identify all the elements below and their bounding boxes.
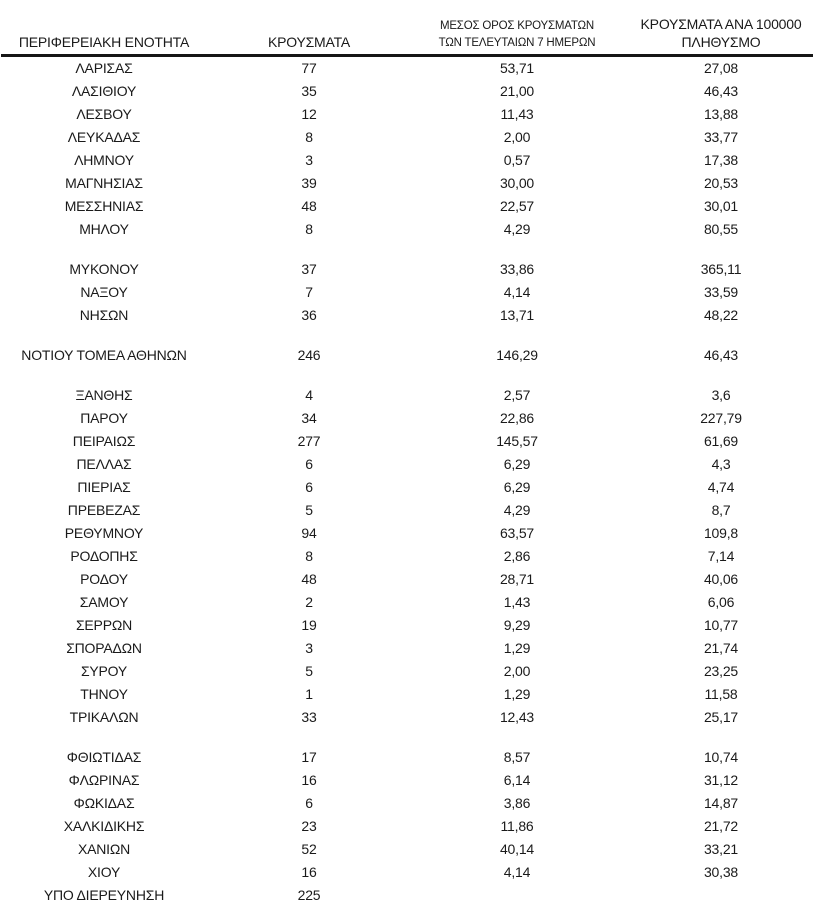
- cases-count-cell: 6: [305, 455, 313, 472]
- cases-per-100k-cell: 33,21: [703, 840, 739, 857]
- cases-count-cell: 23: [301, 817, 317, 834]
- avg-7day-cases-cell: 0,57: [503, 151, 531, 168]
- avg-7day-cases-cell: 6,29: [503, 455, 531, 472]
- cases-per-100k-cell: 21,72: [703, 817, 739, 834]
- cases-per-100k-cell: 30,01: [703, 197, 739, 214]
- avg-7day-cases-cell: 1,43: [503, 593, 531, 610]
- column-header-cases-label: ΚΡΟΥΣΜΑΤΑ: [267, 33, 351, 50]
- cases-per-100k-cell: 30,38: [703, 863, 739, 880]
- cases-per-100k-cell: 23,25: [703, 662, 739, 679]
- region-name-cell: ΠΕΙΡΑΙΩΣ: [72, 432, 136, 449]
- table-row: [1, 304, 819, 327]
- table-row: [1, 884, 819, 907]
- cases-count-cell: 52: [301, 840, 317, 857]
- avg-7day-cases-cell: 4,14: [503, 863, 531, 880]
- cases-count-cell: 33: [301, 708, 317, 725]
- table-row: [1, 545, 819, 568]
- region-name-cell: ΧΙΟΥ: [87, 863, 121, 880]
- column-header-region-label: ΠΕΡΙΦΕΡΕΙΑΚΗ ΕΝΟΤΗΤΑ: [18, 33, 190, 50]
- avg-7day-cases-cell: 9,29: [503, 616, 531, 633]
- avg-7day-cases-cell: 2,86: [503, 547, 531, 564]
- cases-per-100k-cell: 11,58: [704, 685, 738, 702]
- region-name-cell: ΠΙΕΡΙΑΣ: [77, 478, 131, 495]
- avg-7day-cases-cell: 146,29: [496, 346, 538, 363]
- table-row: [1, 258, 819, 281]
- avg-7day-cases-cell: 3,86: [503, 794, 531, 811]
- cases-count-cell: 37: [301, 260, 317, 277]
- region-name-cell: ΝΟΤΙΟΥ ΤΟΜΕΑ ΑΘΗΝΩΝ: [21, 346, 187, 363]
- table-row: [1, 149, 819, 172]
- cases-count-cell: 39: [301, 174, 317, 191]
- cases-per-100k-cell: 25,17: [703, 708, 739, 725]
- cases-count-cell: 8: [305, 128, 313, 145]
- region-name-cell: ΞΑΝΘΗΣ: [75, 386, 133, 403]
- avg-7day-cases-cell: 11,86: [500, 817, 534, 834]
- cases-count-cell: 34: [301, 409, 317, 426]
- table-row: [1, 407, 819, 430]
- table-row: [1, 591, 819, 614]
- region-name-cell: ΣΠΟΡΑΔΩΝ: [66, 639, 142, 656]
- cases-per-100k-cell: 20,53: [703, 174, 739, 191]
- column-header-per-100000-line2: ΠΛΗΘΥΣΜΟ: [681, 33, 761, 50]
- cases-count-cell: 35: [301, 82, 317, 99]
- table-row: [1, 126, 819, 149]
- cases-count-cell: 12: [301, 105, 317, 122]
- table-row: [1, 769, 819, 792]
- table-row: [1, 172, 819, 195]
- avg-7day-cases-cell: 21,00: [499, 82, 535, 99]
- cases-per-100k-cell: 10,77: [703, 616, 739, 633]
- avg-7day-cases-cell: 30,00: [499, 174, 535, 191]
- column-header-region: [1, 34, 207, 52]
- cases-per-100k-cell: 14,87: [703, 794, 739, 811]
- region-name-cell: ΝΗΣΩΝ: [79, 306, 129, 323]
- cases-per-100k-cell: 365,11: [700, 260, 742, 277]
- column-header-7day-average-line1: ΜΕΣΟΣ ΟΡΟΣ ΚΡΟΥΣΜΑΤΩΝ: [439, 20, 595, 33]
- region-name-cell: ΦΛΩΡΙΝΑΣ: [68, 771, 140, 788]
- table-row: [1, 453, 819, 476]
- avg-7day-cases-cell: 63,57: [499, 524, 535, 541]
- avg-7day-cases-cell: 2,00: [503, 128, 531, 145]
- avg-7day-cases-cell: 22,86: [499, 409, 535, 426]
- region-name-cell: ΣΕΡΡΩΝ: [75, 616, 133, 633]
- avg-7day-cases-cell: 1,29: [503, 685, 531, 702]
- avg-7day-cases-cell: [411, 884, 623, 907]
- cases-count-cell: 48: [301, 197, 317, 214]
- avg-7day-cases-cell: 11,43: [500, 105, 534, 122]
- cases-per-100k-cell: 31,12: [703, 771, 739, 788]
- cases-count-cell: 94: [301, 524, 317, 541]
- region-name-cell: ΜΑΓΝΗΣΙΑΣ: [65, 174, 143, 191]
- avg-7day-cases-cell: 13,71: [499, 306, 535, 323]
- region-name-cell: ΥΠΟ ΔΙΕΡΕΥΝΗΣΗ: [43, 886, 165, 903]
- cases-count-cell: 1: [305, 685, 313, 702]
- table-row: [1, 792, 819, 815]
- cases-per-100k-cell: 27,08: [703, 59, 739, 76]
- table-row: [1, 103, 819, 126]
- avg-7day-cases-cell: 4,29: [503, 220, 531, 237]
- region-name-cell: ΛΗΜΝΟΥ: [74, 151, 134, 168]
- region-name-cell: ΠΡΕΒΕΖΑΣ: [67, 501, 141, 518]
- region-name-cell: ΤΗΝΟΥ: [80, 685, 128, 702]
- avg-7day-cases-cell: 40,14: [499, 840, 535, 857]
- region-name-cell: ΡΟΔΟΠΗΣ: [70, 547, 138, 564]
- table-row: [1, 281, 819, 304]
- region-name-cell: ΜΥΚΟΝΟΥ: [69, 260, 139, 277]
- table-row: [1, 614, 819, 637]
- cases-per-100k-cell: 40,06: [703, 570, 739, 587]
- region-name-cell: ΝΑΞΟΥ: [80, 283, 128, 300]
- cases-per-100k-cell: [623, 884, 819, 907]
- cases-count-cell: 17: [301, 748, 317, 765]
- table-row: [1, 637, 819, 660]
- table-row: [1, 815, 819, 838]
- table-spacer-row: [1, 729, 819, 746]
- cases-per-100k-cell: 61,69: [703, 432, 739, 449]
- cases-per-100k-cell: 4,3: [711, 455, 731, 472]
- cases-count-cell: 6: [305, 794, 313, 811]
- cases-count-cell: 2: [305, 593, 313, 610]
- avg-7day-cases-cell: 2,57: [503, 386, 531, 403]
- table-row: [1, 384, 819, 407]
- table-row: [1, 195, 819, 218]
- cases-count-cell: 48: [301, 570, 317, 587]
- region-name-cell: ΡΕΘΥΜΝΟΥ: [64, 524, 144, 541]
- avg-7day-cases-cell: 33,86: [499, 260, 535, 277]
- avg-7day-cases-cell: 6,29: [503, 478, 531, 495]
- column-header-per-100000: [623, 16, 819, 52]
- table-row: [1, 568, 819, 591]
- avg-7day-cases-cell: 22,57: [499, 197, 535, 214]
- table-row: [1, 218, 819, 241]
- cases-per-100k-cell: 6,06: [707, 593, 735, 610]
- region-name-cell: ΧΑΝΙΩΝ: [77, 840, 131, 857]
- table-row: [1, 344, 819, 367]
- column-header-cases: [207, 34, 411, 52]
- table-row: [1, 683, 819, 706]
- table-row: [1, 746, 819, 769]
- cases-per-100k-cell: 109,8: [703, 524, 739, 541]
- table-row: [1, 499, 819, 522]
- table-spacer-row: [1, 367, 819, 384]
- region-name-cell: ΛΕΣΒΟΥ: [76, 105, 132, 122]
- region-name-cell: ΣΥΡΟΥ: [80, 662, 128, 679]
- cases-per-100k-cell: 7,14: [707, 547, 735, 564]
- cases-per-100k-cell: 46,43: [703, 82, 739, 99]
- cases-count-cell: 7: [305, 283, 313, 300]
- region-name-cell: ΦΘΙΩΤΙΔΑΣ: [66, 748, 142, 765]
- table-spacer-row: [1, 327, 819, 344]
- cases-per-100k-cell: 33,59: [703, 283, 739, 300]
- table-spacer-row: [1, 241, 819, 258]
- cases-per-100k-cell: 80,55: [703, 220, 739, 237]
- table-row: [1, 861, 819, 884]
- table-row: [1, 522, 819, 545]
- cases-count-cell: 8: [305, 547, 313, 564]
- cases-count-cell: 77: [301, 59, 317, 76]
- table-row: [1, 706, 819, 729]
- avg-7day-cases-cell: 145,57: [496, 432, 538, 449]
- avg-7day-cases-cell: 8,57: [503, 748, 531, 765]
- avg-7day-cases-cell: 12,43: [499, 708, 535, 725]
- table-header-row: [1, 16, 813, 57]
- cases-count-cell: 16: [301, 771, 317, 788]
- avg-7day-cases-cell: 4,14: [503, 283, 531, 300]
- avg-7day-cases-cell: 53,71: [499, 59, 535, 76]
- cases-per-100k-cell: 33,77: [703, 128, 739, 145]
- table-row: [1, 660, 819, 683]
- cases-count-cell: 36: [301, 306, 317, 323]
- cases-count-cell: 8: [305, 220, 313, 237]
- cases-per-100k-cell: 3,6: [711, 386, 731, 403]
- cases-count-cell: 3: [305, 151, 313, 168]
- region-name-cell: ΣΑΜΟΥ: [79, 593, 129, 610]
- region-name-cell: ΠΑΡΟΥ: [80, 409, 128, 426]
- cases-count-cell: 277: [297, 432, 321, 449]
- table-row: [1, 430, 819, 453]
- cases-count-cell: 246: [297, 346, 321, 363]
- region-name-cell: ΡΟΔΟΥ: [80, 570, 128, 587]
- cases-per-100k-cell: 10,74: [703, 748, 739, 765]
- table-row: [1, 838, 819, 861]
- cases-count-cell: 3: [305, 639, 313, 656]
- cases-per-100k-cell: 48,22: [703, 306, 739, 323]
- cases-count-cell: 19: [301, 616, 317, 633]
- region-name-cell: ΦΩΚΙΔΑΣ: [73, 794, 135, 811]
- column-header-7day-average-line2: ΤΩΝ ΤΕΛΕΥΤΑΙΩΝ 7 ΗΜΕΡΩΝ: [438, 37, 596, 50]
- region-name-cell: ΛΕΥΚΑΔΑΣ: [67, 128, 141, 145]
- region-name-cell: ΤΡΙΚΑΛΩΝ: [69, 708, 139, 725]
- cases-per-100k-cell: 21,74: [703, 639, 739, 656]
- avg-7day-cases-cell: 4,29: [503, 501, 531, 518]
- cases-per-100k-cell: 227,79: [700, 409, 742, 426]
- cases-per-100k-cell: 13,88: [703, 105, 739, 122]
- avg-7day-cases-cell: 28,71: [499, 570, 535, 587]
- avg-7day-cases-cell: 2,00: [503, 662, 531, 679]
- table-row: [1, 476, 819, 499]
- cases-per-100k-cell: 46,43: [703, 346, 739, 363]
- cases-per-100k-cell: 8,7: [711, 501, 731, 518]
- cases-count-cell: 225: [297, 886, 321, 903]
- table-row: [1, 80, 819, 103]
- avg-7day-cases-cell: 1,29: [503, 639, 531, 656]
- region-name-cell: ΠΕΛΛΑΣ: [76, 455, 132, 472]
- avg-7day-cases-cell: 6,14: [503, 771, 531, 788]
- region-name-cell: ΛΑΡΙΣΑΣ: [75, 59, 133, 76]
- cases-per-100k-cell: 17,38: [703, 151, 739, 168]
- region-name-cell: ΜΕΣΣΗΝΙΑΣ: [64, 197, 144, 214]
- table-body: [1, 57, 830, 907]
- cases-count-cell: 16: [301, 863, 317, 880]
- region-name-cell: ΛΑΣΙΘΙΟΥ: [71, 82, 137, 99]
- column-header-7day-average: [411, 18, 623, 51]
- column-header-per-100000-line1: ΚΡΟΥΣΜΑΤΑ ΑΝΑ 100000: [640, 16, 802, 32]
- table-row: [1, 57, 819, 80]
- cases-count-cell: 5: [305, 501, 313, 518]
- cases-count-cell: 4: [305, 386, 313, 403]
- cases-per-100k-cell: 4,74: [707, 478, 735, 495]
- cases-count-cell: 6: [305, 478, 313, 495]
- cases-count-cell: 5: [305, 662, 313, 679]
- region-name-cell: ΜΗΛΟΥ: [79, 220, 129, 237]
- region-name-cell: ΧΑΛΚΙΔΙΚΗΣ: [63, 817, 145, 834]
